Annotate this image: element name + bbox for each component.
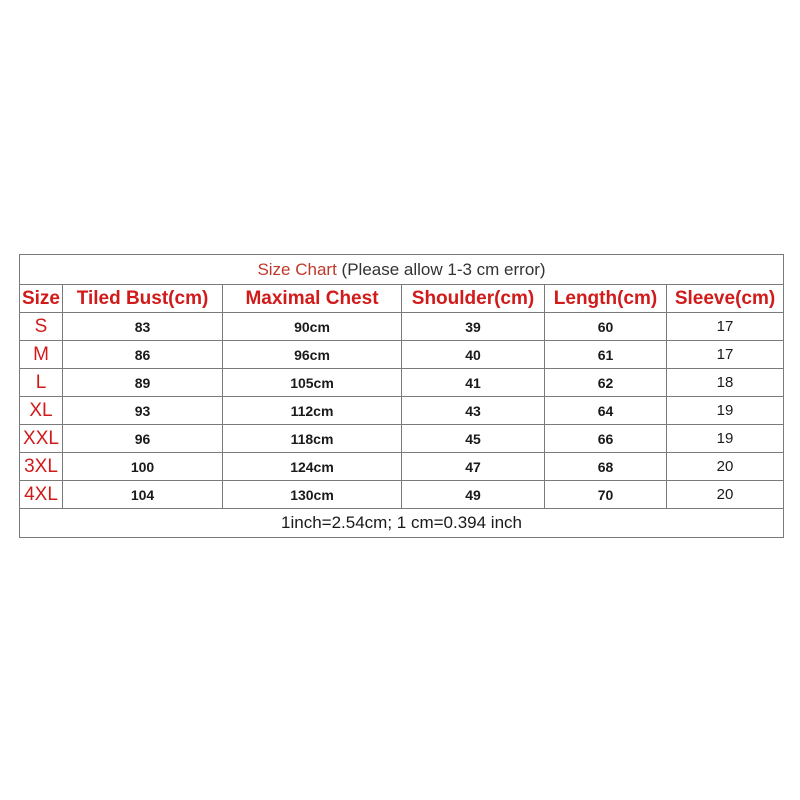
chart-title-note: (Please allow 1-3 cm error) xyxy=(336,259,546,279)
table-row xyxy=(20,341,784,369)
sleeve-cell: 17 xyxy=(667,341,784,369)
length-cell: 60 xyxy=(545,313,667,341)
size-cell: 3XL xyxy=(20,453,63,481)
chest-cell: 124cm xyxy=(223,453,402,481)
shoulder-cell: 49 xyxy=(402,481,545,509)
size-table xyxy=(19,254,784,538)
bust-cell: 96 xyxy=(63,425,223,453)
conversion-note: 1inch=2.54cm; 1 cm=0.394 inch xyxy=(20,509,784,538)
table-row xyxy=(20,369,784,397)
title-row xyxy=(20,255,784,285)
header-sleeve: Sleeve(cm) xyxy=(667,285,784,313)
footer-row xyxy=(20,509,784,538)
bust-cell: 86 xyxy=(63,341,223,369)
size-cell: 4XL xyxy=(20,481,63,509)
size-cell: XXL xyxy=(20,425,63,453)
sleeve-cell: 20 xyxy=(667,453,784,481)
bust-cell: 89 xyxy=(63,369,223,397)
table-row xyxy=(20,425,784,453)
shoulder-cell: 40 xyxy=(402,341,545,369)
length-cell: 64 xyxy=(545,397,667,425)
header-tiled-bust: Tiled Bust(cm) xyxy=(63,285,223,313)
header-row xyxy=(20,285,784,313)
length-cell: 68 xyxy=(545,453,667,481)
length-cell: 66 xyxy=(545,425,667,453)
sleeve-cell: 18 xyxy=(667,369,784,397)
size-cell: S xyxy=(20,313,63,341)
header-size: Size xyxy=(20,285,63,313)
header-maximal-chest: Maximal Chest xyxy=(223,285,402,313)
chest-cell: 118cm xyxy=(223,425,402,453)
chart-title-label: Size Chart xyxy=(257,259,337,279)
chest-cell: 130cm xyxy=(223,481,402,509)
sleeve-cell: 20 xyxy=(667,481,784,509)
size-cell: M xyxy=(20,341,63,369)
bust-cell: 100 xyxy=(63,453,223,481)
shoulder-cell: 45 xyxy=(402,425,545,453)
header-length: Length(cm) xyxy=(545,285,667,313)
shoulder-cell: 39 xyxy=(402,313,545,341)
header-shoulder: Shoulder(cm) xyxy=(402,285,545,313)
bust-cell: 83 xyxy=(63,313,223,341)
sleeve-cell: 17 xyxy=(667,313,784,341)
chart-title xyxy=(20,255,784,285)
table-row xyxy=(20,453,784,481)
size-cell: XL xyxy=(20,397,63,425)
sleeve-cell: 19 xyxy=(667,425,784,453)
sleeve-cell: 19 xyxy=(667,397,784,425)
table-row xyxy=(20,481,784,509)
chest-cell: 105cm xyxy=(223,369,402,397)
chest-cell: 96cm xyxy=(223,341,402,369)
size-cell: L xyxy=(20,369,63,397)
table-row xyxy=(20,313,784,341)
shoulder-cell: 41 xyxy=(402,369,545,397)
length-cell: 62 xyxy=(545,369,667,397)
chest-cell: 112cm xyxy=(223,397,402,425)
size-chart xyxy=(19,254,783,538)
shoulder-cell: 43 xyxy=(402,397,545,425)
chest-cell: 90cm xyxy=(223,313,402,341)
length-cell: 61 xyxy=(545,341,667,369)
table-row xyxy=(20,397,784,425)
shoulder-cell: 47 xyxy=(402,453,545,481)
data-rows xyxy=(20,313,784,509)
bust-cell: 104 xyxy=(63,481,223,509)
bust-cell: 93 xyxy=(63,397,223,425)
length-cell: 70 xyxy=(545,481,667,509)
